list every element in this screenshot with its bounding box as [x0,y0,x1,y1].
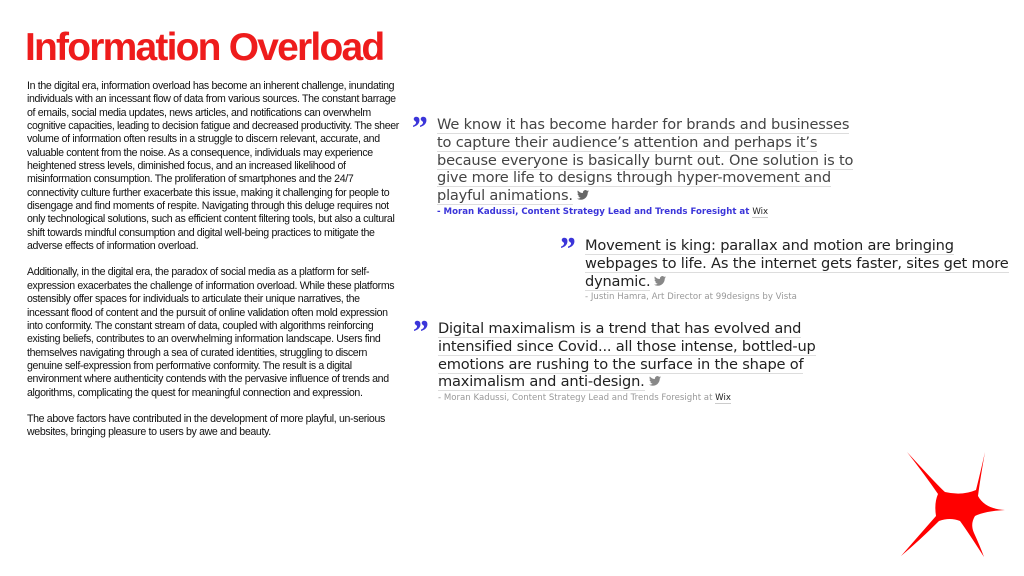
quote-mark-icon: ” [558,231,575,268]
page-title: Information Overload [25,26,384,69]
quote-text[interactable]: We know it has become harder for brands and businesses to capture their audience’s attention and perhaps it’s because everyone is basically burnt out. One solution is to give more life to designs through hyper-movement and playful animations. [437,116,854,205]
body-text [27,80,399,453]
quote-mark-icon: ” [410,110,427,147]
paragraph: Additionally, in the digital era, the paradox of social media as a platform for self-expression exacerbates the challenge of information overload. While these platforms ostensibly offer spaces for individuals to articulate their unique narratives, the incessant flood of content and the pursuit of online validation often mold expression into conformity. The constant stream of data, coupled with algorithms reinforcing existing beliefs, contributes to an overwhelming information landscape. Users find themselves navigating through a sea of curated identities, struggling to discern genuine self-expression from performative conformity. The result is a digital environment where authenticity contends with the pervasive influence of trends and algorithms, complicating the quest for meaningful connection and expression. [27,266,395,399]
company-link[interactable]: Wix [752,206,769,217]
paragraph: The above factors have contributed in the development of more playful, un-serious websites, bringing pleasure to users by awe and beauty. [27,412,385,439]
twitter-icon[interactable] [649,376,661,386]
quote-1 [410,110,857,217]
quote-attribution: - Moran Kadussi, Content Strategy Lead and Trends Foresight at [438,393,713,404]
company-link[interactable]: Wix [715,393,731,404]
twitter-icon[interactable] [577,190,589,200]
quote-attribution: - Moran Kadussi, Content Strategy Lead and Trends Foresight at [437,206,750,217]
paragraph: In the digital era, information overload has become an inherent challenge, inundating individuals with an incessant flow of data from various sources. The constant barrage of emails, social media updates, news articles, and notifications can overwhelm cognitive capacities, leading to decision fatigue and decreased productivity. The sheer volume of information often results in a struggle to discern relevant, accurate, and valuable content from the noise. As a consequence, individuals may experience heightened stress levels, diminished focus, and an increased likelihood of misinformation consumption. The proliferation of smartphones and the 24/7 connectivity culture further exacerbate this issue, making it challenging for people to disengage and find moments of respite. Navigating through this deluge requires not only technological solutions, such as efficient content filtering tools, but also a cultural shift towards mindful consumption and digital well-being practices to mitigate the adverse effects of information overload. [27,80,399,253]
quote-2 [558,231,1015,303]
quote-3 [411,314,818,404]
quote-attribution: - Justin Hamra, Art Director at 99designs by Vista [585,292,797,303]
quote-text[interactable]: Digital maximalism is a trend that has evolved and intensified since Covid... all those intense, bottled-up emotions are rushing to the surface in the shape of maximalism and anti-design. [438,320,816,391]
quote-text[interactable]: Movement is king: parallax and motion are bringing webpages to life. As the internet gets faster, sites get more dynamic. [585,237,1009,290]
twitter-icon[interactable] [654,276,666,286]
quote-mark-icon: ” [411,314,428,351]
